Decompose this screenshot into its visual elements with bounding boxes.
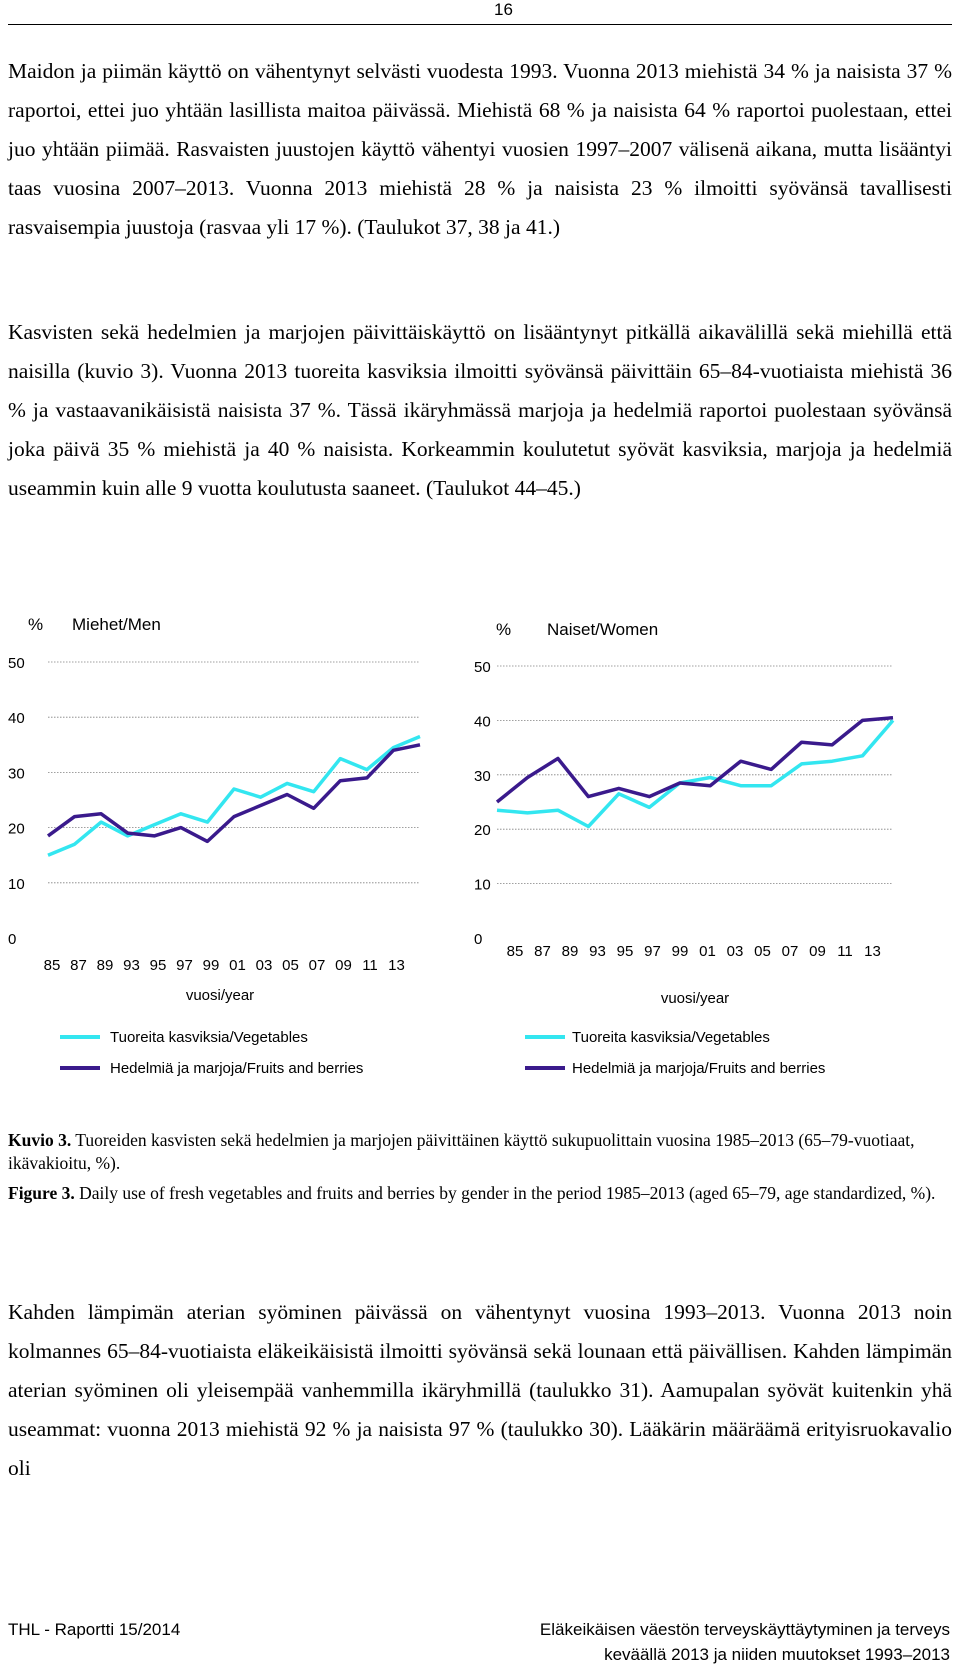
chart-1-xtick-13: 13 (864, 943, 881, 960)
caption-fi-label: Kuvio 3. (8, 1130, 72, 1150)
chart-1-legend-label-0: Tuoreita kasviksia/Vegetables (572, 1029, 770, 1046)
chart-1-xtick-05: 05 (754, 943, 771, 960)
chart-0-xtick-07: 07 (308, 957, 326, 974)
chart-0-ylabel: % (28, 615, 44, 634)
chart-0-title: Miehet/Men (72, 615, 161, 634)
chart-1-xtick-97: 97 (644, 943, 661, 960)
chart-0-xtick-03: 03 (255, 957, 273, 974)
chart-1-ytick-10: 10 (474, 876, 491, 894)
caption-en-label: Figure 3. (8, 1183, 75, 1203)
chart-1-ytick-40: 40 (474, 713, 491, 731)
chart-0-ytick-40: 40 (8, 710, 25, 728)
chart-1-xtick-07: 07 (781, 943, 799, 960)
body-paragraph-1: Maidon ja piimän käyttö on vähentynyt selvästi vuodesta 1993. Vuonna 2013 miehistä 34 % ja naisista 37 % raportoi, ettei juo yhtään lasillista maitoa päivässä. Miehistä 68 % ja naisista 64 % raportoi puolestaan, ettei juo yhtään piimää. Rasvaisten juustojen käyttö vähentyi vuosien 1997–2007 välisenä aikana, mutta lisääntyi taas vuosina 2007–2013. Vuonna 2013 miehistä 28 % ja naisista 23 % ilmoitti syövänsä tavallisesti rasvaisempia juustoja (rasvaa yli 17 %). (Taulukot 37, 38 ja 41.) (8, 59, 952, 239)
chart-1-xtick-03: 03 (726, 943, 744, 960)
chart-1-xtick-99: 99 (671, 943, 689, 960)
chart-1-title: Naiset/Women (547, 620, 659, 639)
chart-0-legend-label-0: Tuoreita kasviksia/Vegetables (110, 1029, 308, 1046)
body-paragraph-3: Kahden lämpimän aterian syöminen päivässä on vähentynyt vuosina 1993–2013. Vuonna 2013 noin kolmannes 65–84-vuotiaista eläkeikäisistä ilmoitti syövänsä sekä lounaan että päivällisen. Kahden lämpimän aterian syöminen oli yleisempää vanhemmilla ikäryhmillä (taulukko 31). Aamupalan syövät kuitenkin yhä useammat: vuonna 2013 miehistä 92 % ja naisista 97 % (taulukko 30). Lääkärin määräämä erityisruokavalio oli (8, 1300, 952, 1480)
chart-1-ytick-50: 50 (474, 659, 491, 676)
chart-1-xtick-89: 89 (561, 943, 579, 960)
footer-title-line1: Eläkeikäisen väestön terveyskäyttäytyminen ja terveys (539, 1620, 950, 1639)
page-number: 16 (494, 0, 513, 19)
chart-0-xtick-89: 89 (96, 957, 114, 974)
footer-report-id: THL - Raportti 15/2014 (8, 1620, 181, 1639)
chart-0-xtick-05: 05 (282, 957, 299, 974)
caption-fi-text: Tuoreiden kasvisten sekä hedelmien ja marjojen päivittäinen käyttö sukupuolittain vuosina 1985–2013 (65–79-vuotiaat, ikävakioitu, %). (8, 1130, 915, 1173)
chart-0-xtick-85: 85 (43, 957, 61, 974)
body-paragraph-2: Kasvisten sekä hedelmien ja marjojen päivittäiskäyttö on lisääntynyt pitkällä aikavälillä sekä miehillä että naisilla (kuvio 3). Vuonna 2013 tuoreita kasviksia ilmoitti syövänsä päivittäin 65–84-vuotiaista miehistä 36 % ja vastaavanikäisistä naisista 37 %. Tässä ikäryhmässä marjoja ja hedelmiä raportoi puolestaan syövänsä joka päivä 35 % miehistä ja 40 % naisista. Korkeammin koulutetut syövät kasviksia, marjoja ja hedelmiä useammin kuin alle 9 vuotta koulutusta saaneet. (Taulukot 44–45.) (8, 320, 952, 500)
chart-0-xtick-13: 13 (388, 957, 405, 974)
chart-0-xtick-95: 95 (149, 957, 167, 974)
chart-1-series-0-line (497, 720, 893, 826)
chart-0-ytick-10: 10 (8, 875, 25, 893)
chart-1-ytick-20: 20 (474, 822, 491, 840)
chart-1-legend-label-1: Hedelmiä ja marjoja/Fruits and berries (572, 1060, 826, 1077)
chart-0-legend-label-1: Hedelmiä ja marjoja/Fruits and berries (110, 1060, 364, 1077)
chart-1-xtick-95: 95 (616, 943, 634, 960)
chart-1-ylabel: % (496, 620, 512, 639)
chart-0-ytick-50: 50 (8, 655, 25, 672)
chart-1-ytick-30: 30 (474, 767, 491, 785)
chart-1-ytick-0: 0 (474, 931, 483, 948)
chart-0-xtick-09: 09 (335, 957, 352, 974)
chart-0-series-1-line (48, 745, 420, 842)
footer-title-line2: keväällä 2013 ja niiden muutokset 1993–2013 (604, 1645, 950, 1664)
caption-en-text: Daily use of fresh vegetables and fruits and berries by gender in the period 1985–2013 (aged 65–79, age standardized, %). (79, 1183, 936, 1203)
figure-caption-fi (8, 1129, 952, 1175)
chart-0-series-0-line (48, 737, 420, 856)
chart-1-xtick-87: 87 (534, 943, 551, 960)
chart-0-xtick-11: 11 (362, 957, 378, 974)
chart-1-xtick-85: 85 (506, 943, 524, 960)
chart-1-xtick-09: 09 (809, 943, 826, 960)
chart-0-ytick-20: 20 (8, 820, 25, 838)
chart-0-ytick-0: 0 (8, 931, 17, 948)
chart-1-xlabel: vuosi/year (660, 990, 730, 1007)
header-rule (8, 24, 952, 25)
chart-0-xlabel: vuosi/year (185, 987, 255, 1004)
chart-0-xtick-93: 93 (123, 957, 140, 974)
figure-caption-en (8, 1182, 952, 1205)
figure-3-charts (0, 600, 960, 1100)
chart-0-ytick-30: 30 (8, 765, 25, 783)
chart-1-xtick-11: 11 (837, 943, 853, 960)
chart-1-xtick-93: 93 (589, 943, 606, 960)
chart-1-xtick-01: 01 (699, 943, 716, 960)
chart-0-xtick-97: 97 (176, 957, 193, 974)
chart-0-xtick-87: 87 (70, 957, 87, 974)
chart-0-xtick-99: 99 (202, 957, 220, 974)
chart-0-xtick-01: 01 (229, 957, 246, 974)
